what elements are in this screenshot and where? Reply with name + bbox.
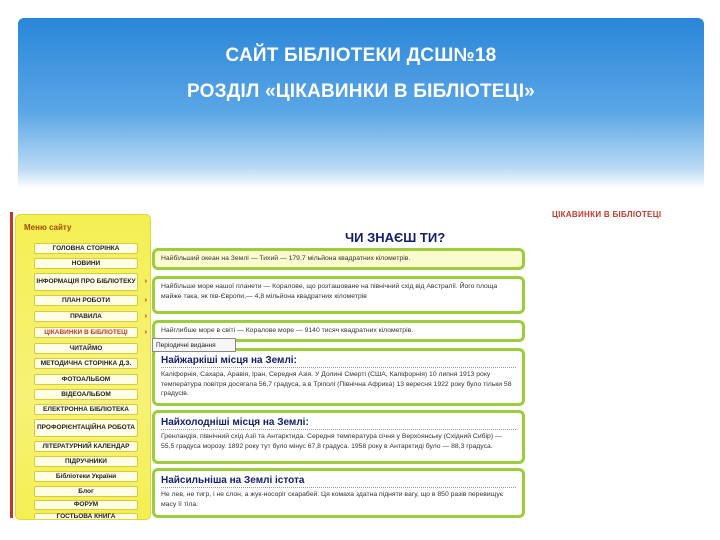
slide-title xyxy=(18,38,704,110)
fact-text: Гренландія, північний схід Азії та Антарктида. Середня температура січня у Верхоянську (Східний Сибір) — 55,5 градуса морозу. 1892 року тут було мінус 67,8 градуса. 1958 року в Антарктиді було — 88,3 градуса. xyxy=(161,433,502,450)
nav-label: ЛІТЕРАТУРНИЙ КАЛЕНДАР xyxy=(42,442,130,450)
section-label: ЦІКАВИНКИ В БІБЛІОТЕЦІ xyxy=(552,210,662,219)
fact-title: Найжаркіші місця на Землі: xyxy=(161,354,516,368)
fact-text: Не лев, не тигр, і не слон, а жук-носоріг скарабей. Ця комаха здатна підняти вагу, що в 850 разів перевищує масу її тіла. xyxy=(161,491,504,508)
nav-label: ІНФОРМАЦІЯ ПРО БІБЛІОТЕКУ xyxy=(36,278,136,285)
nav-label: ЕЛЕКТРОННА БІБЛІОТЕКА xyxy=(43,405,129,413)
chevron-right-icon: › xyxy=(144,296,147,304)
nav-photo-album[interactable] xyxy=(34,374,138,385)
nav-textbooks[interactable] xyxy=(34,456,138,467)
fact-text: Найглибше море в світі — Коралове море — 9140 тисяч квадратних кілометрів. xyxy=(161,327,414,335)
slide-title-line-2: РОЗДІЛ «ЦІКАВИНКИ В БІБЛІОТЕЦІ» xyxy=(187,81,535,102)
nav-about-library[interactable] xyxy=(34,273,147,291)
nav-label: Бібліотеки України xyxy=(55,472,117,480)
nav-work-plan[interactable] xyxy=(34,295,147,306)
nav-home[interactable] xyxy=(34,243,138,254)
nav-label: ГОЛОВНА СТОРІНКА xyxy=(52,244,120,252)
nav-label: ЦІКАВИНКИ В БІБЛІОТЕЦІ xyxy=(44,328,128,336)
chevron-right-icon: › xyxy=(144,312,147,320)
nav-label: ПРОФОРІЄНТАЦІЙНА РОБОТА xyxy=(36,424,135,431)
menu-heading: Меню сайту xyxy=(24,223,72,232)
nav-blog[interactable] xyxy=(34,486,138,497)
nav-label: ФОТОАЛЬБОМ xyxy=(61,375,111,383)
fact-text: Каліфорнія, Сахара, Аравія, Іран, Середня Азія. У Долині Смерті (США, Каліфорнія) 10 липня 1913 року температура повітря досягала 56,7 градуса, а в Тріполі (Північна Африка) 13 вересня 1922 року було тільки 58 градусів. xyxy=(161,371,512,397)
website-screenshot xyxy=(10,208,700,524)
fact-card xyxy=(152,410,525,464)
nav-label: ГОСТЬОВА КНИГА xyxy=(56,513,116,520)
fact-card xyxy=(152,468,525,518)
nav-e-library[interactable] xyxy=(34,404,138,415)
submenu-popup-periodicals[interactable]: Періодичні видання xyxy=(152,338,236,352)
nav-video-album[interactable] xyxy=(34,389,138,400)
nav-label: Блог xyxy=(78,487,94,495)
nav-interesting[interactable] xyxy=(34,327,147,338)
fact-card xyxy=(152,276,525,314)
fact-text: Найбільше море нашої планети — Коралове, що розташоване на північний схід від Австралії. Його площа майже така, як пів-Європи,— 4,8 мільйона квадратних кілометрів xyxy=(161,283,498,300)
nav-label: ФОРУМ xyxy=(73,501,99,508)
fact-title: Найхолодніші місця на Землі: xyxy=(161,416,516,430)
chevron-right-icon: › xyxy=(144,278,147,285)
nav-label: ВІДЕОАЛЬБОМ xyxy=(61,390,111,398)
nav-label: ПІДРУЧНИКИ xyxy=(65,457,107,465)
nav-forum[interactable] xyxy=(34,500,138,510)
slide-title-line-1: САЙТ БІБЛІОТЕКИ ДСШ№18 xyxy=(225,45,497,66)
nav-methodical[interactable] xyxy=(34,358,138,369)
chevron-right-icon: › xyxy=(144,328,147,336)
page-edge-strip xyxy=(10,212,13,518)
fact-title: Найсильніша на Землі істота xyxy=(161,474,516,488)
nav-rules[interactable] xyxy=(34,311,147,322)
nav-literary-calendar[interactable] xyxy=(34,441,138,452)
nav-libraries-ukraine[interactable] xyxy=(34,471,138,482)
main-heading: ЧИ ЗНАЄШ ТИ? xyxy=(345,230,446,245)
nav-label: ЧИТАЙМО xyxy=(69,344,103,352)
nav-guestbook[interactable] xyxy=(34,513,138,520)
fact-card xyxy=(152,248,525,270)
nav-career-guidance[interactable] xyxy=(34,419,138,437)
nav-label: МЕТОДИЧНА СТОРІНКА Д.З. xyxy=(40,359,132,367)
nav-reading[interactable] xyxy=(34,343,138,354)
nav-label: НОВИНИ xyxy=(71,259,101,267)
sidebar-menu xyxy=(15,214,151,520)
fact-card xyxy=(152,348,525,406)
nav-label: ПЛАН РОБОТИ xyxy=(61,296,111,304)
nav-news[interactable] xyxy=(34,258,138,269)
fact-text: Найбільший океан на Землі — Тихий — 179,7 мільйона квадратних кілометрів. xyxy=(161,255,411,263)
nav-label: ПРАВИЛА xyxy=(70,312,102,320)
